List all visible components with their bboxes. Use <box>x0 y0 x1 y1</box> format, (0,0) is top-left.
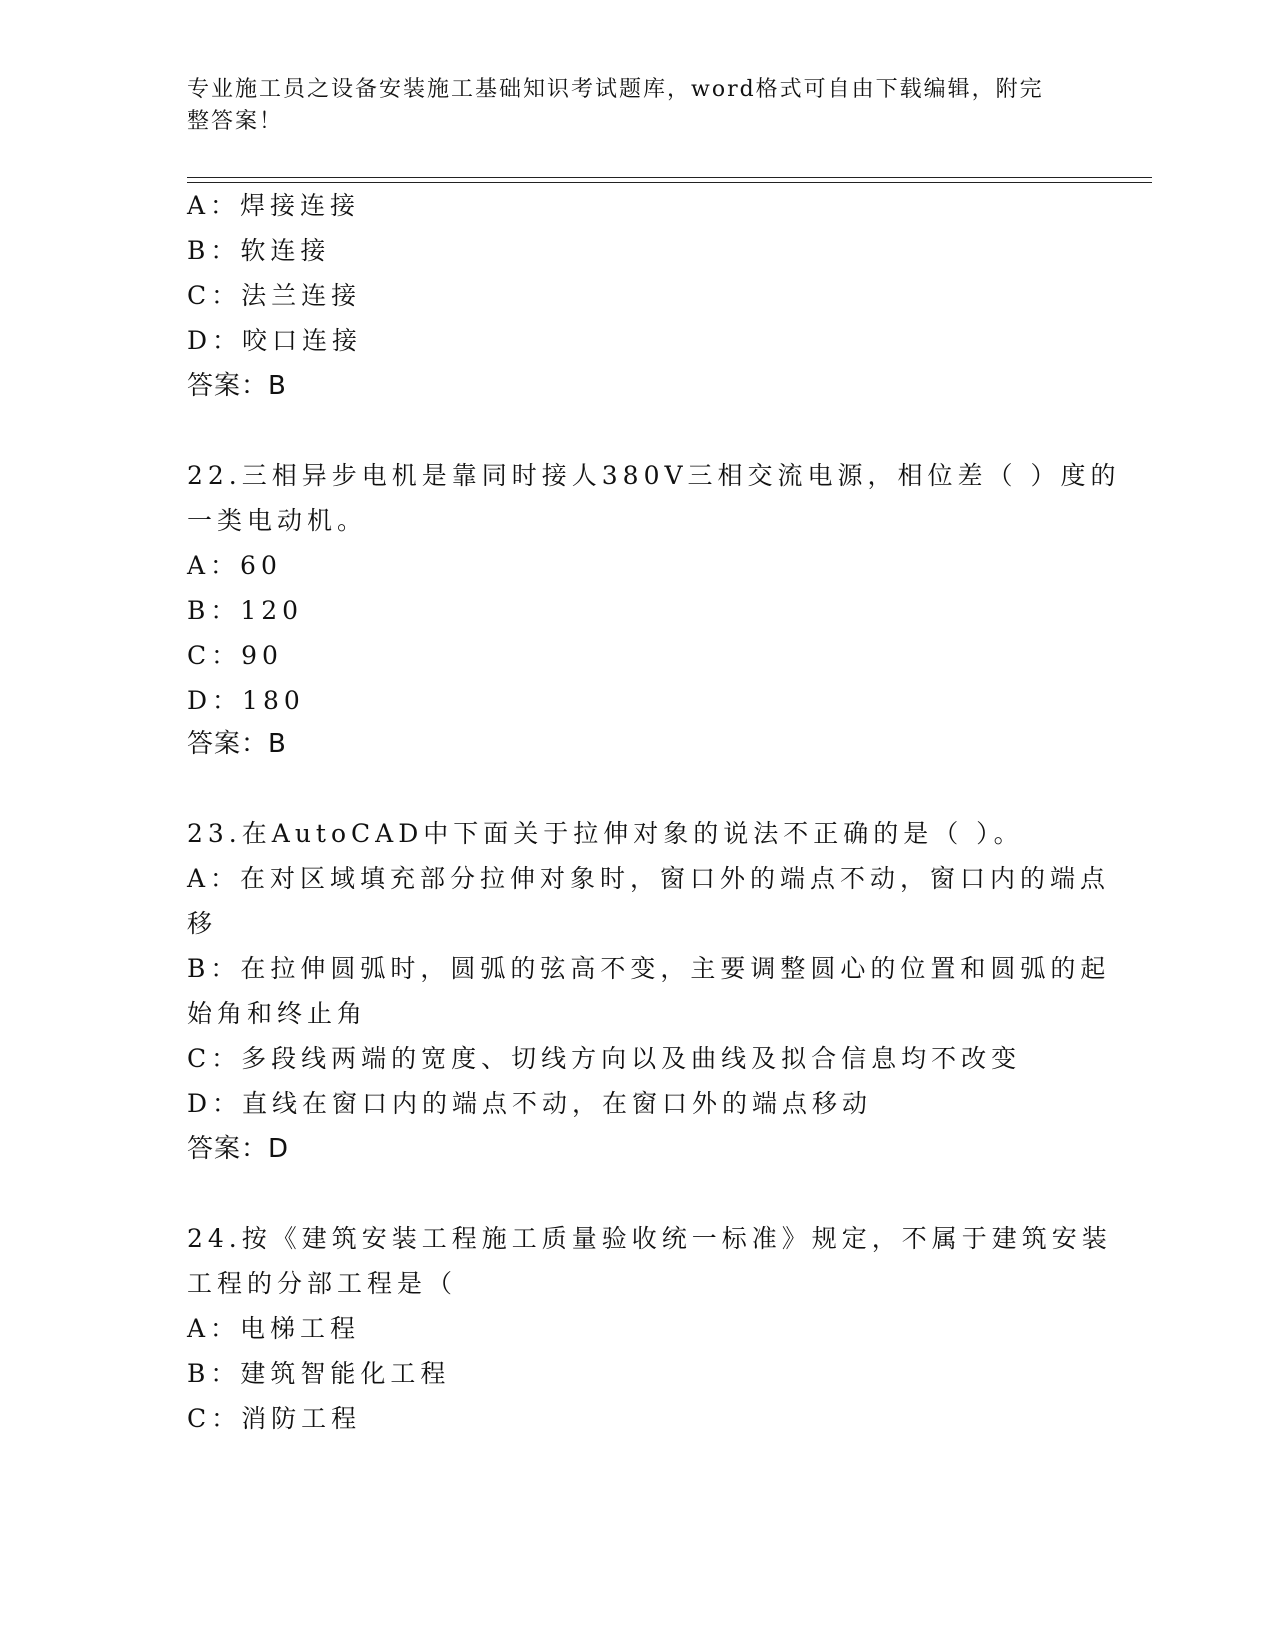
q21-answer: 答案：B <box>187 371 287 401</box>
q23-option-a-line-2: 移 <box>187 909 218 938</box>
q24-option-c: C：消防工程 <box>187 1404 362 1433</box>
q24-question-line-1: 24.按《建筑安装工程施工质量验收统一标准》规定，不属于建筑安装 <box>187 1224 1112 1253</box>
q22-question-line-2: 一类电动机。 <box>187 506 368 535</box>
q22-question-line-1: 22.三相异步电机是靠同时接人380V三相交流电源，相位差（ ）度的 <box>187 461 1121 490</box>
header-divider-top <box>187 177 1152 178</box>
q24-question-line-2: 工程的分部工程是（ <box>187 1269 458 1298</box>
header-line-1: 专业施工员之设备安装施工基础知识考试题库，word格式可自由下载编辑，附完 <box>187 77 1044 102</box>
q24-option-b: B：建筑智能化工程 <box>187 1359 451 1388</box>
header-divider-bottom <box>187 182 1152 183</box>
q23-question-line-1: 23.在AutoCAD中下面关于拉伸对象的说法不正确的是（ ）。 <box>187 819 1024 848</box>
q22-answer: 答案：B <box>187 729 287 759</box>
q22-option-b: B：120 <box>187 596 304 625</box>
q23-option-b-line-1: B：在拉伸圆弧时，圆弧的弦高不变，主要调整圆心的位置和圆弧的起 <box>187 954 1111 983</box>
document-header <box>187 74 1067 138</box>
q21-option-d: D：咬口连接 <box>187 326 363 355</box>
q23-option-b-line-2: 始角和终止角 <box>187 999 368 1028</box>
q21-option-b: B：软连接 <box>187 236 331 265</box>
q22-option-a: A：60 <box>187 551 282 580</box>
header-line-2: 整答案！ <box>187 109 284 134</box>
q23-option-a-line-1: A：在对区域填充部分拉伸对象时，窗口外的端点不动，窗口内的端点 <box>187 864 1111 893</box>
q23-option-c: C：多段线两端的宽度、切线方向以及曲线及拟合信息均不改变 <box>187 1044 1022 1073</box>
q21-option-a: A：焊接连接 <box>187 191 361 220</box>
q23-option-d: D：直线在窗口内的端点不动，在窗口外的端点移动 <box>187 1089 873 1118</box>
q23-answer: 答案：D <box>187 1134 290 1164</box>
q22-option-c: C：90 <box>187 641 283 670</box>
q22-option-d: D：180 <box>187 686 305 715</box>
q24-option-a: A：电梯工程 <box>187 1314 361 1343</box>
q21-option-c: C：法兰连接 <box>187 281 362 310</box>
